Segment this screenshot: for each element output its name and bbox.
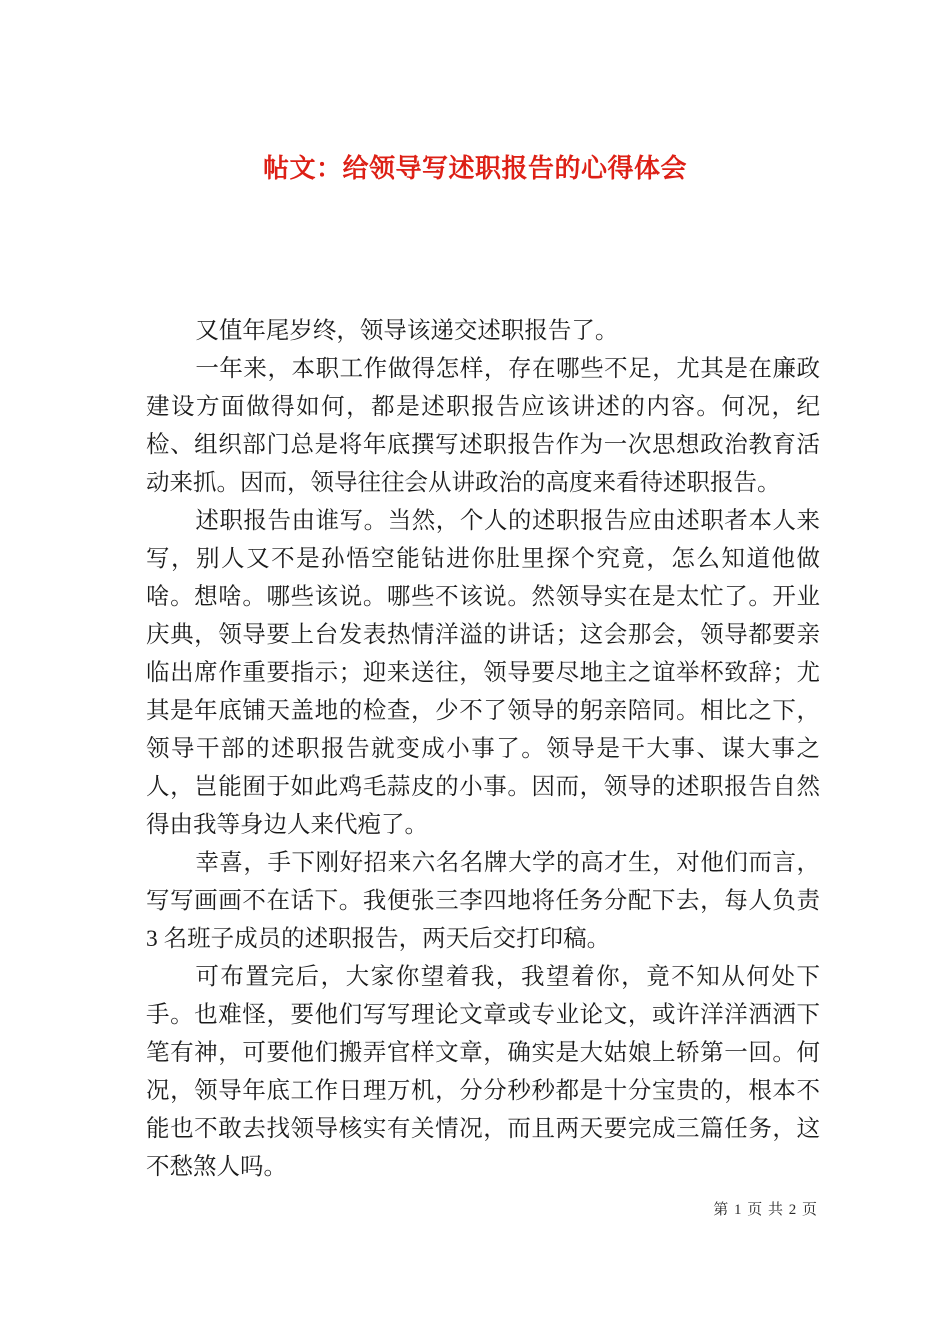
page-title: 帖文：给领导写述职报告的心得体会	[262, 153, 687, 184]
document-body	[146, 312, 820, 1186]
paragraph: 述职报告由谁写。当然，个人的述职报告应由述职者本人来写，别人又不是孙悟空能钻进你肚里探个究竟，怎么知道他做啥。想啥。哪些该说。哪些不该说。然领导实在是太忙了。开业庆典，领导要上台发表热情洋溢的讲话；这会那会，领导都要亲临出席作重要指示；迎来送往，领导要尽地主之谊举杯致辞；尤其是年底铺天盖地的检查，少不了领导的躬亲陪同。相比之下，领导干部的述职报告就变成小事了。领导是干大事、谋大事之人，岂能囿于如此鸡毛蒜皮的小事。因而，领导的述职报告自然得由我等身边人来代疱了。	[146, 508, 820, 838]
page-number-footer: 第 1 页 共 2 页	[713, 1202, 818, 1218]
paragraph: 又值年尾岁终，领导该递交述职报告了。	[195, 318, 619, 344]
paragraph: 一年来，本职工作做得怎样，存在哪些不足，尤其是在廉政建设方面做得如何，都是述职报告应该讲述的内容。何况，纪检、组织部门总是将年底撰写述职报告作为一次思想政治教育活动来抓。因而，领导往往会从讲政治的高度来看待述职报告。	[146, 356, 820, 496]
paragraph: 可布置完后，大家你望着我，我望着你，竟不知从何处下手。也难怪，要他们写写理论文章或专业论文，或许洋洋洒洒下笔有神，可要他们搬弄官样文章，确实是大姑娘上轿第一回。何况，领导年底工作日理万机，分分秒秒都是十分宝贵的，根本不能也不敢去找领导核实有关情况，而且两天要完成三篇任务，这不愁煞人吗。	[146, 964, 820, 1180]
paragraph: 幸喜，手下刚好招来六名名牌大学的高才生，对他们而言，写写画画不在话下。我便张三李四地将任务分配下去，每人负责 3 名班子成员的述职报告，两天后交打印稿。	[146, 850, 820, 952]
